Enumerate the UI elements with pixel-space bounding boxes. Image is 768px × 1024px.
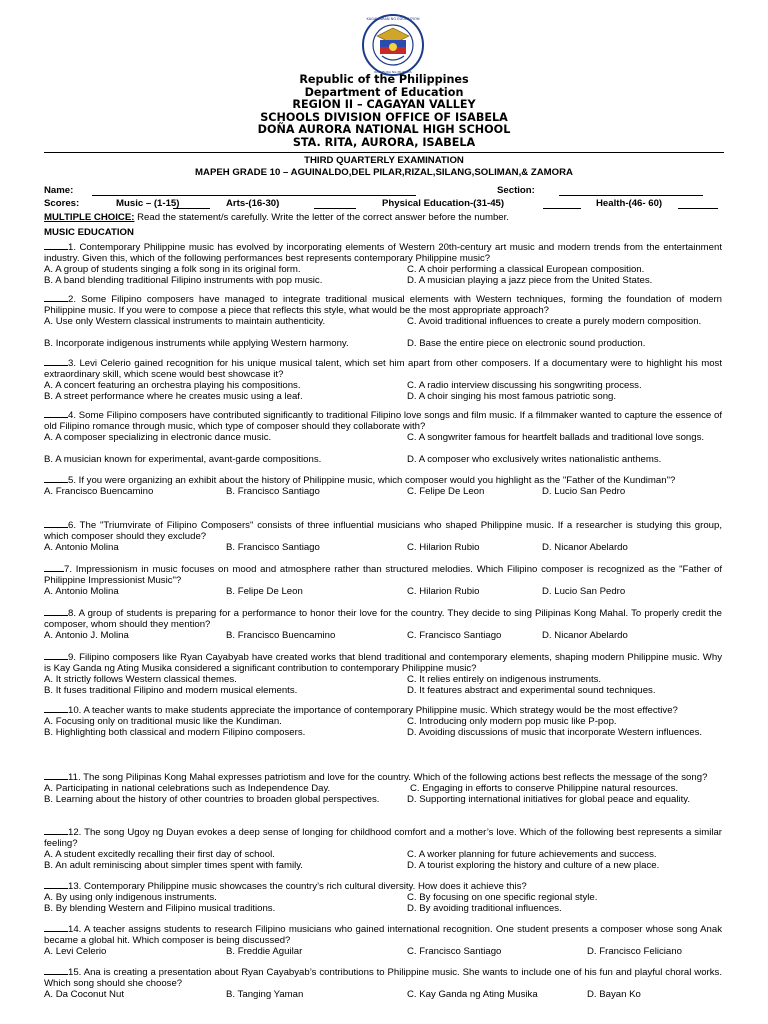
option-d[interactable]: D. It features abstract and experimental sound techniques. bbox=[407, 685, 656, 696]
pe-score-label: Physical Education-(31-45) bbox=[382, 198, 505, 209]
option-c[interactable]: C. Felipe De Leon bbox=[407, 486, 485, 497]
option-a[interactable]: A. It strictly follows Western classical themes. bbox=[44, 674, 237, 685]
question-text: Some Filipino composers have contributed significantly to traditional Filipino love songs and film music. If a filmmaker wanted to capture the essence of old Filipino romance through music, which type of composer should they collaborate with? bbox=[44, 410, 722, 432]
question-stem bbox=[44, 770, 722, 783]
instructions-text: Read the statement/s carefully. Write the letter of the correct answer before the number. bbox=[134, 212, 509, 223]
option-d[interactable]: D. A tourist exploring the history and culture of a new place. bbox=[407, 860, 660, 871]
question-stem bbox=[44, 879, 722, 892]
question-stem bbox=[44, 562, 722, 586]
answer-blank[interactable] bbox=[44, 473, 68, 483]
option-c[interactable]: C. Hilarion Rubio bbox=[407, 586, 480, 597]
question-4 bbox=[44, 408, 722, 465]
option-a[interactable]: A. Antonio Molina bbox=[44, 586, 119, 597]
question-stem bbox=[44, 473, 722, 486]
question-text: Contemporary Philippine music showcases the country’s rich cultural diversity. How does it achieve this? bbox=[81, 881, 527, 892]
question-number: 2. bbox=[68, 294, 77, 305]
music-score-label: Music – (1-15) bbox=[116, 198, 180, 209]
exam-title: THIRD QUARTERLY EXAMINATION bbox=[304, 155, 464, 166]
option-b[interactable]: B. A musician known for experimental, avant-garde compositions. bbox=[44, 454, 322, 465]
answer-blank[interactable] bbox=[44, 703, 68, 713]
option-c[interactable]: C. A worker planning for future achievements and success. bbox=[407, 849, 657, 860]
option-c[interactable]: C. Engaging in efforts to conserve Philippine natural resources. bbox=[410, 783, 679, 794]
option-a[interactable]: A. Participating in national celebrations such as Independence Day. bbox=[44, 783, 331, 794]
question-text: The song Pilipinas Kong Mahal expresses patriotism and love for the country. Which of the following actions best reflects the message of the song? bbox=[80, 772, 708, 783]
option-b[interactable]: B. Francisco Buencamino bbox=[226, 630, 336, 641]
option-b[interactable]: B. Felipe De Leon bbox=[226, 586, 303, 597]
question-text: Contemporary Philippine music has evolved by incorporating elements of Western 20th-century art music and modern trends from the entertainment industry. Given this, which of the following performances best represents contemporary Philippine music? bbox=[44, 242, 722, 264]
option-b[interactable]: B. Tanging Yaman bbox=[226, 989, 304, 1000]
music-score-field[interactable] bbox=[173, 199, 210, 209]
question-number: 4. bbox=[68, 410, 77, 421]
answer-blank[interactable] bbox=[44, 922, 68, 932]
header-line-division: SCHOOLS DIVISION OFFICE OF ISABELA bbox=[260, 110, 508, 124]
name-field[interactable] bbox=[92, 186, 416, 196]
option-b[interactable]: B. Learning about the history of other countries to broaden global perspectives. bbox=[44, 794, 380, 805]
question-1 bbox=[44, 240, 722, 286]
option-d[interactable]: D. Nicanor Abelardo bbox=[542, 542, 628, 553]
question-6 bbox=[44, 518, 722, 553]
question-stem bbox=[44, 650, 722, 674]
option-d[interactable]: D. Bayan Ko bbox=[587, 989, 641, 1000]
option-b[interactable]: B. An adult reminiscing about simpler times spent with family. bbox=[44, 860, 303, 871]
option-d[interactable]: D. Nicanor Abelardo bbox=[542, 630, 628, 641]
scores-label: Scores: bbox=[44, 198, 80, 209]
header-divider bbox=[44, 152, 724, 153]
arts-score-label: Arts-(16-30) bbox=[226, 198, 280, 209]
question-text: If you were organizing an exhibit about the history of Philippine music, which composer would you highlight as the "Father of the Kundiman"? bbox=[76, 475, 676, 486]
question-number: 1. bbox=[68, 242, 77, 253]
option-d[interactable]: D. Avoiding discussions of music that incorporate Western influences. bbox=[407, 727, 703, 738]
option-a[interactable]: A. Use only Western classical instruments to maintain authenticity. bbox=[44, 316, 326, 327]
question-stem bbox=[44, 292, 722, 316]
question-text: Ana is creating a presentation about Ryan Cayabyab’s contributions to Philippine music. She wants to include one of his fun and playful choral works. Which song should she choose? bbox=[44, 967, 722, 989]
pe-score-field[interactable] bbox=[543, 199, 581, 209]
question-number: 14. bbox=[68, 924, 82, 935]
health-score-field[interactable] bbox=[678, 199, 718, 209]
option-a[interactable]: A. Francisco Buencamino bbox=[44, 486, 154, 497]
answer-blank[interactable] bbox=[44, 408, 68, 418]
answer-blank[interactable] bbox=[44, 965, 68, 975]
question-number: 3. bbox=[68, 358, 77, 369]
question-text: Levi Celerio gained recognition for his unique musical talent, which set him apart from other composers. If a documentary were to highlight his most extraordinary skill, which scene would best showcase it? bbox=[44, 358, 722, 380]
option-a[interactable]: A. Antonio Molina bbox=[44, 542, 119, 553]
option-a[interactable]: A. Da Coconut Nut bbox=[44, 989, 124, 1000]
deped-seal-logo bbox=[352, 14, 434, 76]
arts-score-field[interactable] bbox=[314, 199, 356, 209]
question-number: 13. bbox=[68, 881, 82, 892]
option-d[interactable]: D. Base the entire piece on electronic sound production. bbox=[407, 338, 646, 349]
exam-subtitle: MAPEH GRADE 10 – AGUINALDO,DEL PILAR,RIZAL,SILANG,SOLIMAN,& ZAMORA bbox=[195, 167, 573, 178]
question-text: A teacher wants to make students appreciate the importance of contemporary Philippine music. Which strategy would be the most effective? bbox=[81, 705, 678, 716]
seal-top-text: KAGAWARAN NG EDUKASYON bbox=[366, 17, 420, 21]
question-stem bbox=[44, 518, 722, 542]
question-stem bbox=[44, 240, 722, 264]
header-line-school: DOÑA AURORA NATIONAL HIGH SCHOOL bbox=[257, 123, 511, 137]
question-stem bbox=[44, 356, 722, 380]
question-text: A group of students is preparing for a performance to honor their love for the country. They decide to sing Pilipinas Kong Mahal. To properly credit the composer, whom should they mention? bbox=[44, 608, 722, 630]
question-text: Impressionism in music focuses on mood and atmosphere rather than structured melodies. Which Filipino composer is recognized as the "Father of Philippine Impressionist Music"? bbox=[44, 564, 722, 586]
option-c[interactable]: C. It relies entirely on indigenous instruments. bbox=[407, 674, 602, 685]
answer-blank[interactable] bbox=[44, 770, 68, 780]
question-8 bbox=[44, 606, 722, 641]
health-score-label: Health-(46- 60) bbox=[596, 198, 663, 209]
question-text: Filipino composers like Ryan Cayabyab have created works that blend traditional and contemporary elements, shaping modern Philippine music. Why is Kay Ganda ng Ating Musika considered a significant contribution to contemporary Philippine music? bbox=[44, 652, 722, 674]
option-c[interactable]: C. By focusing on one specific regional style. bbox=[407, 892, 598, 903]
school-header bbox=[0, 74, 768, 150]
answer-blank[interactable] bbox=[44, 879, 68, 889]
option-b[interactable]: B. It fuses traditional Filipino and modern musical elements. bbox=[44, 685, 298, 696]
option-a[interactable]: A. A student excitedly recalling their first day of school. bbox=[44, 849, 275, 860]
option-b[interactable]: B. By blending Western and Filipino musical traditions. bbox=[44, 903, 276, 914]
option-c[interactable]: C. A radio interview discussing his songwriting process. bbox=[407, 380, 642, 391]
seal-bottom-text: REPUBLIKA NG PILIPINAS bbox=[374, 70, 412, 74]
option-b[interactable]: B. Highlighting both classical and modern Filipino composers. bbox=[44, 727, 306, 738]
option-a[interactable]: A. By using only indigenous instruments. bbox=[44, 892, 217, 903]
section-field[interactable] bbox=[559, 186, 703, 196]
option-d[interactable]: D. Supporting international initiatives for global peace and equality. bbox=[407, 794, 691, 805]
option-c[interactable]: C. Kay Ganda ng Ating Musika bbox=[407, 989, 538, 1000]
question-14 bbox=[44, 922, 722, 957]
answer-blank[interactable] bbox=[44, 825, 68, 835]
header-line-department: Department of Education bbox=[304, 85, 464, 99]
answer-blank[interactable] bbox=[44, 292, 68, 302]
option-d[interactable]: D. A musician playing a jazz piece from the United States. bbox=[407, 275, 653, 286]
question-stem bbox=[44, 965, 722, 989]
question-9 bbox=[44, 650, 722, 696]
question-2 bbox=[44, 292, 722, 349]
question-stem bbox=[44, 408, 722, 432]
option-d[interactable]: D. Francisco Feliciano bbox=[587, 946, 682, 957]
answer-blank[interactable] bbox=[44, 606, 68, 616]
question-number: 7. bbox=[64, 564, 73, 575]
option-b[interactable]: B. Incorporate indigenous instruments while applying Western harmony. bbox=[44, 338, 349, 349]
question-number: 9. bbox=[68, 652, 77, 663]
question-stem bbox=[44, 922, 722, 946]
answer-blank[interactable] bbox=[44, 240, 68, 250]
question-text: A teacher assigns students to research Filipino musicians who gained international recognition. One student presents a composer whose song Anak became a global hit. Which composer is being discussed? bbox=[44, 924, 722, 946]
option-a[interactable]: A. A group of students singing a folk song in its original form. bbox=[44, 264, 301, 275]
option-c[interactable]: C. Francisco Santiago bbox=[407, 630, 502, 641]
question-5 bbox=[44, 473, 722, 497]
question-stem bbox=[44, 703, 722, 716]
question-number: 5. bbox=[68, 475, 77, 486]
question-7 bbox=[44, 562, 722, 597]
option-d[interactable]: D. By avoiding traditional influences. bbox=[407, 903, 562, 914]
section-title: MUSIC EDUCATION bbox=[44, 227, 134, 238]
question-number: 8. bbox=[68, 608, 77, 619]
option-c[interactable]: C. Francisco Santiago bbox=[407, 946, 502, 957]
option-c[interactable]: C. Avoid traditional influences to create a purely modern composition. bbox=[407, 316, 702, 327]
question-15 bbox=[44, 965, 722, 1000]
option-b[interactable]: B. Freddie Aguilar bbox=[226, 946, 303, 957]
option-b[interactable]: B. Francisco Santiago bbox=[226, 542, 320, 553]
question-number: 12. bbox=[68, 827, 82, 838]
option-b[interactable]: B. A band blending traditional Filipino instruments with pop music. bbox=[44, 275, 323, 286]
option-c[interactable]: C. A songwriter famous for heartfelt ballads and traditional love songs. bbox=[407, 432, 705, 443]
question-number: 15. bbox=[68, 967, 82, 978]
answer-blank[interactable] bbox=[44, 650, 68, 660]
question-stem bbox=[44, 825, 722, 849]
header-line-address: STA. RITA, AURORA, ISABELA bbox=[292, 135, 476, 149]
option-a[interactable]: A. A composer specializing in electronic dance music. bbox=[44, 432, 272, 443]
option-b[interactable]: B. A street performance where he creates music using a leaf. bbox=[44, 391, 303, 402]
option-c[interactable]: C. Hilarion Rubio bbox=[407, 542, 480, 553]
option-a[interactable]: A. Levi Celerio bbox=[44, 946, 107, 957]
option-c[interactable]: C. Introducing only modern pop music like P-pop. bbox=[407, 716, 617, 727]
option-b[interactable]: B. Francisco Santiago bbox=[226, 486, 320, 497]
question-text: Some Filipino composers have managed to integrate traditional musical elements with Western techniques, forming the foundation of modern Philippine music. If you were to compose a piece that reflects this style, what would be the most appropriate approach? bbox=[44, 294, 722, 316]
option-d[interactable]: D. A composer who exclusively writes nationalistic anthems. bbox=[407, 454, 662, 465]
question-stem bbox=[44, 606, 722, 630]
question-12 bbox=[44, 825, 722, 871]
option-d[interactable]: D. A choir singing his most famous patriotic song. bbox=[407, 391, 617, 402]
option-c[interactable]: C. A choir performing a classical European composition. bbox=[407, 264, 645, 275]
option-a[interactable]: A. Antonio J. Molina bbox=[44, 630, 129, 641]
instructions bbox=[44, 212, 509, 223]
option-d[interactable]: D. Lucio San Pedro bbox=[542, 586, 626, 597]
question-number: 6. bbox=[68, 520, 77, 531]
answer-blank[interactable] bbox=[44, 518, 68, 528]
header-line-region: REGION II – CAGAYAN VALLEY bbox=[292, 98, 476, 112]
question-number: 10. bbox=[68, 705, 82, 716]
question-13 bbox=[44, 879, 722, 914]
question-text: The song Ugoy ng Duyan evokes a deep sense of longing for childhood comfort and a mother’s love. Which of the following best represents a similar feeling? bbox=[44, 827, 722, 849]
answer-blank[interactable] bbox=[44, 356, 68, 366]
section-label: Section: bbox=[497, 185, 535, 196]
question-3 bbox=[44, 356, 722, 402]
option-a[interactable]: A. A concert featuring an orchestra playing his compositions. bbox=[44, 380, 301, 391]
question-number: 11. bbox=[68, 772, 81, 783]
option-d[interactable]: D. Lucio San Pedro bbox=[542, 486, 626, 497]
question-11 bbox=[44, 770, 722, 805]
name-label: Name: bbox=[44, 185, 74, 196]
question-10 bbox=[44, 703, 722, 749]
header-line-republic: Republic of the Philippines bbox=[299, 73, 469, 86]
option-a[interactable]: A. Focusing only on traditional music like the Kundiman. bbox=[44, 716, 282, 727]
answer-blank[interactable] bbox=[44, 562, 64, 572]
question-text: The "Triumvirate of Filipino Composers" consists of three influential musicians who shaped Philippine music. If a researcher is studying this group, which composer should they exclude? bbox=[44, 520, 722, 542]
instructions-label: MULTIPLE CHOICE: bbox=[44, 212, 135, 223]
